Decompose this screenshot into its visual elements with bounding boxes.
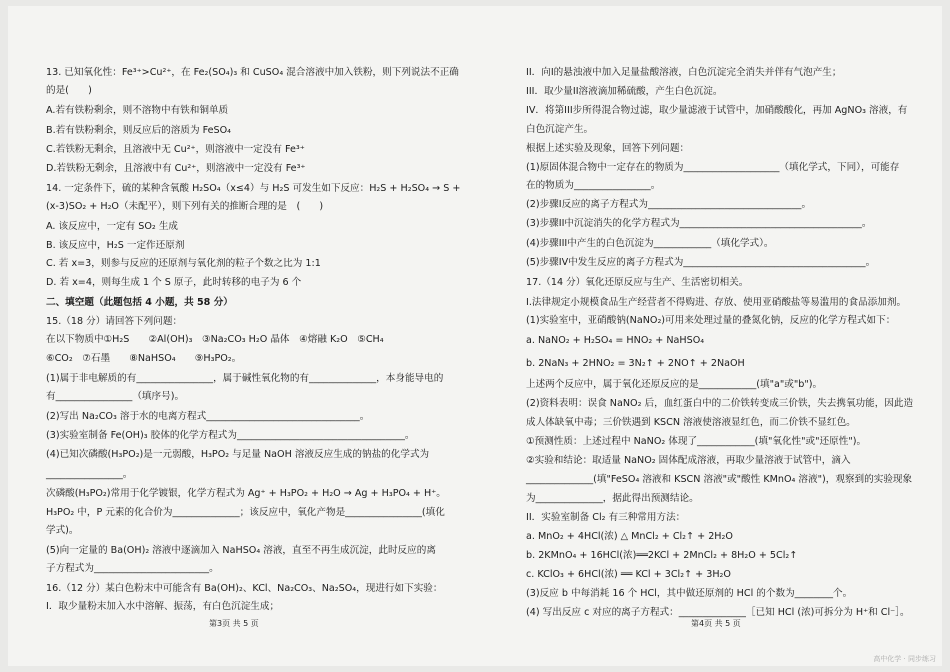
right-text-line: (4)步骤III中产生的白色沉淀为____________（填化学式）。: [526, 238, 774, 249]
right-text-line: 根据上述实验及现象，回答下列问题：: [526, 143, 690, 154]
right-text-line: II．实验室制备 Cl₂ 有三种常用方法：: [526, 512, 686, 523]
left-text-line: 在以下物质中①H₂S ②Al(OH)₃ ③Na₂CO₃ H₂O 晶体 ④熔融 K₂O ⑤CH₄: [46, 334, 384, 345]
left-text-line: (1)属于非电解质的有________________，属于碱性氧化物的有______________，本身能导电的: [46, 373, 444, 384]
right-text-line: a. MnO₂ + 4HCl(浓) △ MnCl₂ + Cl₂↑ + 2H₂O: [526, 531, 733, 542]
right-text-line: (4) 写出反应 c 对应的离子方程式：______________［已知 HCl (浓)可拆分为 H⁺和 Cl⁻］。: [526, 607, 910, 618]
right-text-line: (1)原固体混合物中一定存在的物质为____________________（填化学式，下同），可能存: [526, 162, 900, 173]
left-text-line: 16.（12 分）某白色粉末中可能含有 Ba(OH)₂、KCl、Na₂CO₃、Na₂SO₄，现进行如下实验：: [46, 583, 443, 594]
left-text-line: B. 该反应中，H₂S 一定作还原剂: [46, 240, 185, 251]
right-text-line: (2)步骤I反应的离子方程式为________________________________。: [526, 199, 812, 210]
left-text-line: H₃PO₂ 中，P 元素的化合价为______________；该反应中，氧化产物是________________(填化: [46, 507, 445, 518]
right-text-line: a. NaNO₂ + H₂SO₄ = HNO₂ + NaHSO₄: [526, 335, 705, 346]
right-text-line: 上述两个反应中，属于氧化还原反应的是____________(填"a"或"b")。: [526, 379, 823, 390]
right-text-line: 白色沉淀产生。: [526, 124, 594, 135]
right-text-line: 在的物质为________________。: [526, 180, 661, 191]
left-page-footer: 第3页 共 5 页: [209, 619, 259, 628]
left-text-line: ________________。: [46, 469, 133, 480]
left-text-line: (x-3)SO₂ + H₂O（未配平），则下列有关的推断合理的是 ( ): [46, 201, 324, 212]
right-text-line: 17.（14 分）氧化还原反应与生产、生活密切相关。: [526, 277, 749, 288]
left-text-line: C. 若 x=3，则参与反应的还原剂与氧化剂的粒子个数之比为 1:1: [46, 258, 321, 269]
left-text-line: (5)向一定量的 Ba(OH)₂ 溶液中逐滴加入 NaHSO₄ 溶液，直至不再生成沉淀，此时反应的离: [46, 545, 436, 556]
left-text-line: 14. 一定条件下，硫的某种含氧酸 H₂SO₄（x≤4）与 H₂S 可发生如下反应：H₂S + H₂SO₄ → S +: [46, 183, 461, 194]
right-text-line: IV．将第III步所得混合物过滤，取少量滤液于试管中，加硝酸酸化，再加 AgNO₃ 溶液，有: [526, 105, 908, 116]
left-text-line: B.若有铁粉剩余，则反应后的溶质为 FeSO₄: [46, 125, 231, 136]
right-page-footer: 第4页 共 5 页: [691, 619, 741, 628]
left-text-line: 有________________（填序号)。: [46, 391, 185, 402]
right-text-line: ②实验和结论：取适量 NaNO₂ 固体配成溶液，再取少量溶液于试管中，滴入: [526, 455, 851, 466]
right-text-line: (5)步骤IV中发生反应的离子方程式为______________________________________。: [526, 257, 876, 268]
right-text-line: (3)步骤II中沉淀消失的化学方程式为______________________________________。: [526, 218, 872, 229]
right-text-line: ______________(填"FeSO₄ 溶液和 KSCN 溶液"或"酸性 KMnO₄ 溶液")，观察到的实验现象: [526, 474, 913, 485]
left-text-line: 次磷酸(H₃PO₂)常用于化学镀银，化学方程式为 Ag⁺ + H₃PO₂ + H₂O → Ag + H₃PO₄ + H⁺。: [46, 488, 446, 499]
left-text-line: C.若铁粉无剩余，且溶液中无 Cu²⁺，则溶液中一定没有 Fe³⁺: [46, 144, 305, 155]
left-text-line: 二、填空题（此题包括 4 小题，共 58 分）: [46, 297, 233, 308]
left-text-line: (4)已知次磷酸(H₃PO₂)是一元弱酸，H₃PO₂ 与足量 NaOH 溶液反应生成的钠盐的化学式为: [46, 449, 430, 460]
left-text-line: ⑥CO₂ ⑦石墨 ⑧NaHSO₄ ⑨H₃PO₂。: [46, 353, 242, 364]
left-text-line: 的是( ): [46, 85, 92, 96]
left-text-line: A.若有铁粉剩余，则不溶物中有铁和铜单质: [46, 105, 229, 116]
left-text-line: 学式)。: [46, 525, 79, 536]
left-text-line: 子方程式为________________________。: [46, 563, 219, 574]
right-text-line: 为______________，据此得出预测结论。: [526, 493, 699, 504]
right-text-line: c. KClO₃ + 6HCl(浓) ══ KCl + 3Cl₂↑ + 3H₂O: [526, 569, 731, 580]
right-text-line: (1)实验室中，亚硝酸钠(NaNO₂)可用来处理过量的叠氮化钠，反应的化学方程式如下：: [526, 315, 896, 326]
exam-sheet: [8, 6, 942, 666]
right-text-line: b. 2NaN₃ + 2HNO₂ = 3N₂↑ + 2NO↑ + 2NaOH: [526, 358, 745, 369]
right-text-line: I.法律规定小规模食品生产经营者不得购进、存放、使用亚硝酸盐等易滥用的食品添加剂。: [526, 297, 907, 308]
left-text-line: A. 该反应中，一定有 SO₂ 生成: [46, 221, 179, 232]
right-text-line: III．取少量II溶液滴加稀硫酸，产生白色沉淀。: [526, 86, 723, 97]
left-text-line: (3)实验室制备 Fe(OH)₃ 胶体的化学方程式为___________________________________。: [46, 430, 415, 441]
left-text-line: D.若铁粉无剩余，且溶液中有 Cu²⁺，则溶液中一定没有 Fe³⁺: [46, 163, 306, 174]
right-text-line: II．向I的悬浊液中加入足量盐酸溶液，白色沉淀完全消失并伴有气泡产生；: [526, 67, 842, 78]
right-text-line: ①预测性质：上述过程中 NaNO₂ 体现了____________(填"氧化性"或"还原性")。: [526, 436, 867, 447]
left-text-line: (2)写出 Na₂CO₃ 溶于水的电离方程式________________________________。: [46, 411, 370, 422]
right-text-line: (3)反应 b 中每消耗 16 个 HCl，其中做还原剂的 HCl 的个数为________个。: [526, 588, 853, 599]
left-text-line: I．取少量粉末加入水中溶解、振荡，有白色沉淀生成；: [46, 601, 280, 612]
watermark: 高中化学 · 同步练习: [873, 655, 936, 663]
right-text-line: 成人体缺氧中毒；三价铁遇到 KSCN 溶液使溶液显红色，而二价铁不显红色。: [526, 417, 856, 428]
left-text-line: D. 若 x=4，则每生成 1 个 S 原子，此时转移的电子为 6 个: [46, 277, 302, 288]
right-text-line: b. 2KMnO₄ + 16HCl(浓)══2KCl + 2MnCl₂ + 8H₂O + 5Cl₂↑: [526, 550, 798, 561]
left-text-line: 13. 已知氧化性：Fe³⁺>Cu²⁺，在 Fe₂(SO₄)₃ 和 CuSO₄ 混合溶液中加入铁粉，则下列说法不正确: [46, 67, 459, 78]
right-text-line: (2)资料表明：误食 NaNO₂ 后，血红蛋白中的二价铁转变成三价铁，失去携氧功能，因此造: [526, 398, 914, 409]
left-text-line: 15.（18 分）请回答下列问题：: [46, 316, 183, 327]
